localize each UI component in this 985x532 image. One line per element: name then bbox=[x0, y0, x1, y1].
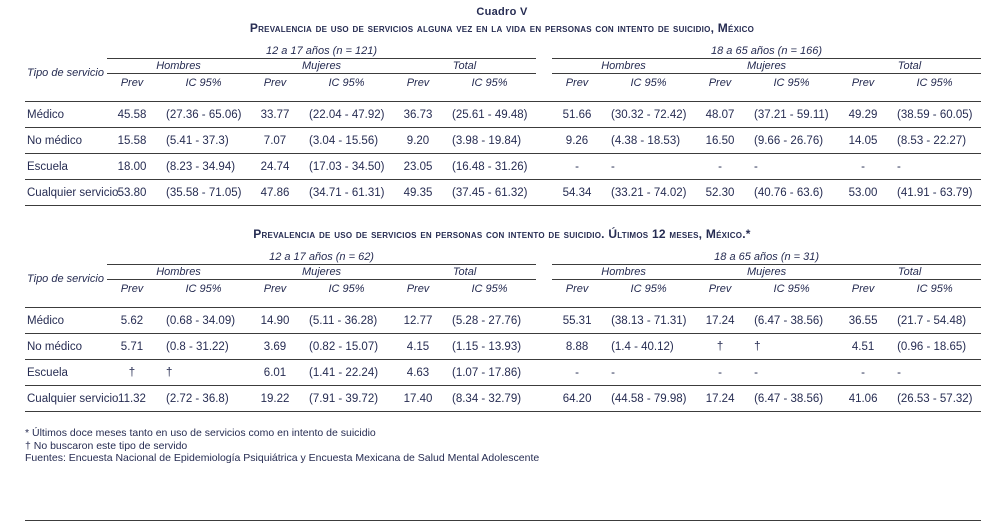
prev-value: 41.06 bbox=[848, 392, 878, 405]
col-header-ic: IC 95% bbox=[185, 77, 222, 89]
table-row bbox=[25, 334, 981, 360]
ci-value: (33.21 - 74.02) bbox=[611, 186, 687, 199]
ci-value: (17.03 - 34.50) bbox=[309, 160, 385, 173]
prev-value: 17.40 bbox=[403, 392, 433, 405]
table1-caption bbox=[25, 6, 979, 35]
ci-value: (40.76 - 63.6) bbox=[754, 186, 824, 199]
prev-value: 24.74 bbox=[260, 160, 290, 173]
spacer-column bbox=[536, 128, 552, 154]
table-number: Cuadro V bbox=[476, 6, 528, 18]
ci-value: (4.38 - 18.53) bbox=[611, 134, 681, 147]
table-row bbox=[25, 360, 981, 386]
prev-value: 7.07 bbox=[263, 134, 287, 147]
prev-value: 53.80 bbox=[117, 186, 147, 199]
prev-value: 8.88 bbox=[565, 340, 589, 353]
ci-value: (8.34 - 32.79) bbox=[452, 392, 522, 405]
ci-value: (16.48 - 31.26) bbox=[452, 160, 528, 173]
table-body bbox=[25, 102, 981, 206]
spacer-column bbox=[536, 265, 552, 280]
sex-group-header: Mujeres bbox=[250, 59, 393, 74]
sex-group-header: Total bbox=[393, 265, 536, 280]
col-header-prev: Prev bbox=[851, 283, 875, 295]
prev-value: † bbox=[716, 340, 724, 353]
prev-value: - bbox=[718, 366, 722, 379]
spacer-column bbox=[536, 102, 552, 128]
sex-group-header: Total bbox=[838, 265, 981, 280]
ci-value: - bbox=[897, 366, 901, 379]
spacer-column bbox=[536, 386, 552, 412]
ci-value: (0.68 - 34.09) bbox=[166, 314, 236, 327]
prev-value: 15.58 bbox=[117, 134, 147, 147]
prev-value: 17.24 bbox=[705, 392, 735, 405]
table-header bbox=[25, 44, 981, 102]
col-header-ic: IC 95% bbox=[773, 77, 810, 89]
spacer-column bbox=[536, 334, 552, 360]
ci-value: (34.71 - 61.31) bbox=[309, 186, 385, 199]
row-header: Tipo de servicio bbox=[27, 272, 104, 285]
table-row bbox=[25, 180, 981, 206]
age-group-header: 12 a 17 años (n = 62) bbox=[107, 250, 536, 265]
prev-value: 4.51 bbox=[851, 340, 875, 353]
col-header-prev: Prev bbox=[263, 77, 287, 89]
ci-value: (5.41 - 37.3) bbox=[166, 134, 229, 147]
prev-value: - bbox=[575, 366, 579, 379]
row-label: Cualquier servicio bbox=[27, 392, 119, 405]
prev-value: 52.30 bbox=[705, 186, 735, 199]
ci-value: (44.58 - 79.98) bbox=[611, 392, 687, 405]
col-header-ic: IC 95% bbox=[630, 283, 667, 295]
footnote-asterisk: * Últimos doce meses tanto en uso de servicios como en intento de suicidio bbox=[25, 427, 376, 439]
age-group-row bbox=[25, 44, 981, 59]
table-row bbox=[25, 386, 981, 412]
ci-value: - bbox=[611, 160, 615, 173]
col-header-prev: Prev bbox=[851, 77, 875, 89]
ci-value: (3.04 - 15.56) bbox=[309, 134, 379, 147]
table-row bbox=[25, 308, 981, 334]
table-row bbox=[25, 154, 981, 180]
prev-value: 54.34 bbox=[562, 186, 592, 199]
col-header-ic: IC 95% bbox=[328, 283, 365, 295]
prev-value: 48.07 bbox=[705, 108, 735, 121]
ci-value: (0.96 - 18.65) bbox=[897, 340, 967, 353]
table-header bbox=[25, 250, 981, 308]
footnotes bbox=[25, 427, 979, 465]
prev-value: - bbox=[575, 160, 579, 173]
ci-value: (21.7 - 54.48) bbox=[897, 314, 967, 327]
ci-value: (8.53 - 22.27) bbox=[897, 134, 967, 147]
row-header: Tipo de servicio bbox=[27, 66, 104, 79]
age-group-row bbox=[25, 250, 981, 265]
prev-value: 47.86 bbox=[260, 186, 290, 199]
spacer-column bbox=[536, 154, 552, 180]
ci-value: (5.28 - 27.76) bbox=[452, 314, 522, 327]
prev-value: 53.00 bbox=[848, 186, 878, 199]
spacer-column bbox=[536, 44, 552, 59]
prev-value: 5.62 bbox=[120, 314, 144, 327]
ci-value: - bbox=[897, 160, 901, 173]
prev-value: 36.73 bbox=[403, 108, 433, 121]
prev-value: 14.90 bbox=[260, 314, 290, 327]
ci-value: (30.32 - 72.42) bbox=[611, 108, 687, 121]
ci-value: (1.41 - 22.24) bbox=[309, 366, 379, 379]
age-group-header: 12 a 17 años (n = 121) bbox=[107, 44, 536, 59]
col-header-ic: IC 95% bbox=[916, 77, 953, 89]
sex-group-header: Hombres bbox=[552, 265, 695, 280]
spacer-column bbox=[536, 250, 552, 265]
ci-value: (0.82 - 15.07) bbox=[309, 340, 379, 353]
ci-value: (9.66 - 26.76) bbox=[754, 134, 824, 147]
ci-value: (5.11 - 36.28) bbox=[309, 314, 378, 327]
prev-value: 4.63 bbox=[406, 366, 430, 379]
col-header-prev: Prev bbox=[565, 77, 589, 89]
prev-value: 19.22 bbox=[260, 392, 290, 405]
prev-value: 55.31 bbox=[562, 314, 592, 327]
col-header-ic: IC 95% bbox=[328, 77, 365, 89]
col-header-ic: IC 95% bbox=[773, 283, 810, 295]
row-label: Médico bbox=[27, 314, 65, 327]
col-header-prev: Prev bbox=[120, 283, 144, 295]
prev-value: 16.50 bbox=[705, 134, 735, 147]
prev-value: 14.05 bbox=[848, 134, 878, 147]
col-header-prev: Prev bbox=[406, 283, 430, 295]
ci-value: † bbox=[754, 340, 761, 353]
ci-value: (22.04 - 47.92) bbox=[309, 108, 385, 121]
spacer-column bbox=[536, 308, 552, 334]
ci-value: (26.53 - 57.32) bbox=[897, 392, 973, 405]
col-header-prev: Prev bbox=[120, 77, 144, 89]
spacer-column bbox=[536, 59, 552, 74]
sex-group-header: Hombres bbox=[107, 59, 250, 74]
col-header-prev: Prev bbox=[263, 283, 287, 295]
prev-value: 9.26 bbox=[565, 134, 589, 147]
prev-value: 45.58 bbox=[117, 108, 147, 121]
ci-value: (6.47 - 38.56) bbox=[754, 392, 824, 405]
prev-value: 18.00 bbox=[117, 160, 147, 173]
prev-value: 5.71 bbox=[120, 340, 144, 353]
prev-value: 11.32 bbox=[118, 392, 146, 405]
prev-value: 49.35 bbox=[403, 186, 433, 199]
col-header-prev: Prev bbox=[708, 283, 732, 295]
ci-value: (7.91 - 39.72) bbox=[309, 392, 379, 405]
sex-group-header: Mujeres bbox=[695, 59, 838, 74]
sex-group-row bbox=[25, 265, 981, 280]
sex-group-row bbox=[25, 59, 981, 74]
table-row bbox=[25, 102, 981, 128]
ci-value: (6.47 - 38.56) bbox=[754, 314, 824, 327]
col-header-ic: IC 95% bbox=[916, 283, 953, 295]
prev-value: - bbox=[861, 366, 865, 379]
ci-value: (0.8 - 31.22) bbox=[166, 340, 229, 353]
table2-title: Prevalencia de uso de servicios en personas con intento de suicidio. Últimos 12 meses, México.* bbox=[253, 227, 751, 241]
ci-value: (25.61 - 49.48) bbox=[452, 108, 528, 121]
prev-value: 33.77 bbox=[260, 108, 290, 121]
spacer-column bbox=[536, 360, 552, 386]
sex-group-header: Mujeres bbox=[250, 265, 393, 280]
age-group-header: 18 a 65 años (n = 166) bbox=[552, 44, 981, 59]
ci-value: (35.58 - 71.05) bbox=[166, 186, 242, 199]
col-header-ic: IC 95% bbox=[471, 283, 508, 295]
ci-value: (37.21 - 59.11) bbox=[754, 108, 829, 121]
row-label: Escuela bbox=[27, 366, 68, 379]
ci-value: (41.91 - 63.79) bbox=[897, 186, 973, 199]
ci-value: - bbox=[611, 366, 615, 379]
ci-value: (37.45 - 61.32) bbox=[452, 186, 528, 199]
col-header-prev: Prev bbox=[406, 77, 430, 89]
prev-value: † bbox=[128, 366, 136, 379]
sex-group-header: Total bbox=[393, 59, 536, 74]
prev-value: 49.29 bbox=[848, 108, 878, 121]
prev-value: 4.15 bbox=[406, 340, 430, 353]
footnote-sources: Fuentes: Encuesta Nacional de Epidemiología Psiquiátrica y Encuesta Mexicana de Salud Mental Adolescente bbox=[25, 452, 540, 464]
ci-value: (38.59 - 60.05) bbox=[897, 108, 973, 121]
row-label: No médico bbox=[27, 134, 82, 147]
prev-value: 51.66 bbox=[562, 108, 592, 121]
age-group-header: 18 a 65 años (n = 31) bbox=[552, 250, 981, 265]
ci-value: (38.13 - 71.31) bbox=[611, 314, 687, 327]
prev-value: 36.55 bbox=[848, 314, 878, 327]
spacer-column bbox=[536, 74, 552, 102]
sex-group-header: Mujeres bbox=[695, 265, 838, 280]
ci-value: (1.15 - 13.93) bbox=[452, 340, 522, 353]
ci-value: - bbox=[754, 366, 758, 379]
ci-value: (3.98 - 19.84) bbox=[452, 134, 522, 147]
col-header-prev: Prev bbox=[565, 283, 589, 295]
sex-group-header: Hombres bbox=[107, 265, 250, 280]
sex-group-header: Total bbox=[838, 59, 981, 74]
sex-group-header: Hombres bbox=[552, 59, 695, 74]
row-label: Médico bbox=[27, 108, 65, 121]
col-header-prev: Prev bbox=[708, 77, 732, 89]
prev-value: - bbox=[718, 160, 722, 173]
spacer-column bbox=[536, 180, 552, 206]
prev-value: 3.69 bbox=[263, 340, 287, 353]
table2-container bbox=[25, 250, 979, 412]
prev-value: 9.20 bbox=[406, 134, 430, 147]
table1-container bbox=[25, 44, 979, 206]
prev-value: 64.20 bbox=[562, 392, 592, 405]
prev-value: 12.77 bbox=[403, 314, 433, 327]
ci-value: (8.23 - 34.94) bbox=[166, 160, 236, 173]
table-body bbox=[25, 308, 981, 412]
ci-value: - bbox=[754, 160, 758, 173]
table-lifetime-prevalence bbox=[25, 44, 981, 206]
row-label: Escuela bbox=[27, 160, 68, 173]
row-label: Cualquier servicio bbox=[27, 186, 119, 199]
row-label: No médico bbox=[27, 340, 82, 353]
table1-title: Prevalencia de uso de servicios alguna vez en la vida en personas con intento de suicidio, México bbox=[249, 21, 755, 35]
table-row bbox=[25, 128, 981, 154]
spacer-column bbox=[536, 280, 552, 308]
ci-value: (27.36 - 65.06) bbox=[166, 108, 242, 121]
prev-value: 23.05 bbox=[403, 160, 433, 173]
measure-row bbox=[25, 280, 981, 308]
col-header-ic: IC 95% bbox=[185, 283, 222, 295]
ci-value: (1.07 - 17.86) bbox=[452, 366, 522, 379]
prev-value: 6.01 bbox=[263, 366, 287, 379]
prev-value: - bbox=[861, 160, 865, 173]
footnote-dagger: † No buscaron este tipo de servido bbox=[25, 439, 188, 452]
ci-value: † bbox=[166, 366, 173, 379]
col-header-ic: IC 95% bbox=[630, 77, 667, 89]
table-12-month-prevalence bbox=[25, 250, 981, 412]
col-header-ic: IC 95% bbox=[471, 77, 508, 89]
measure-row bbox=[25, 74, 981, 102]
prev-value: 17.24 bbox=[705, 314, 735, 327]
bottom-rule bbox=[25, 520, 981, 521]
ci-value: (2.72 - 36.8) bbox=[166, 392, 229, 405]
ci-value: (1.4 - 40.12) bbox=[611, 340, 674, 353]
